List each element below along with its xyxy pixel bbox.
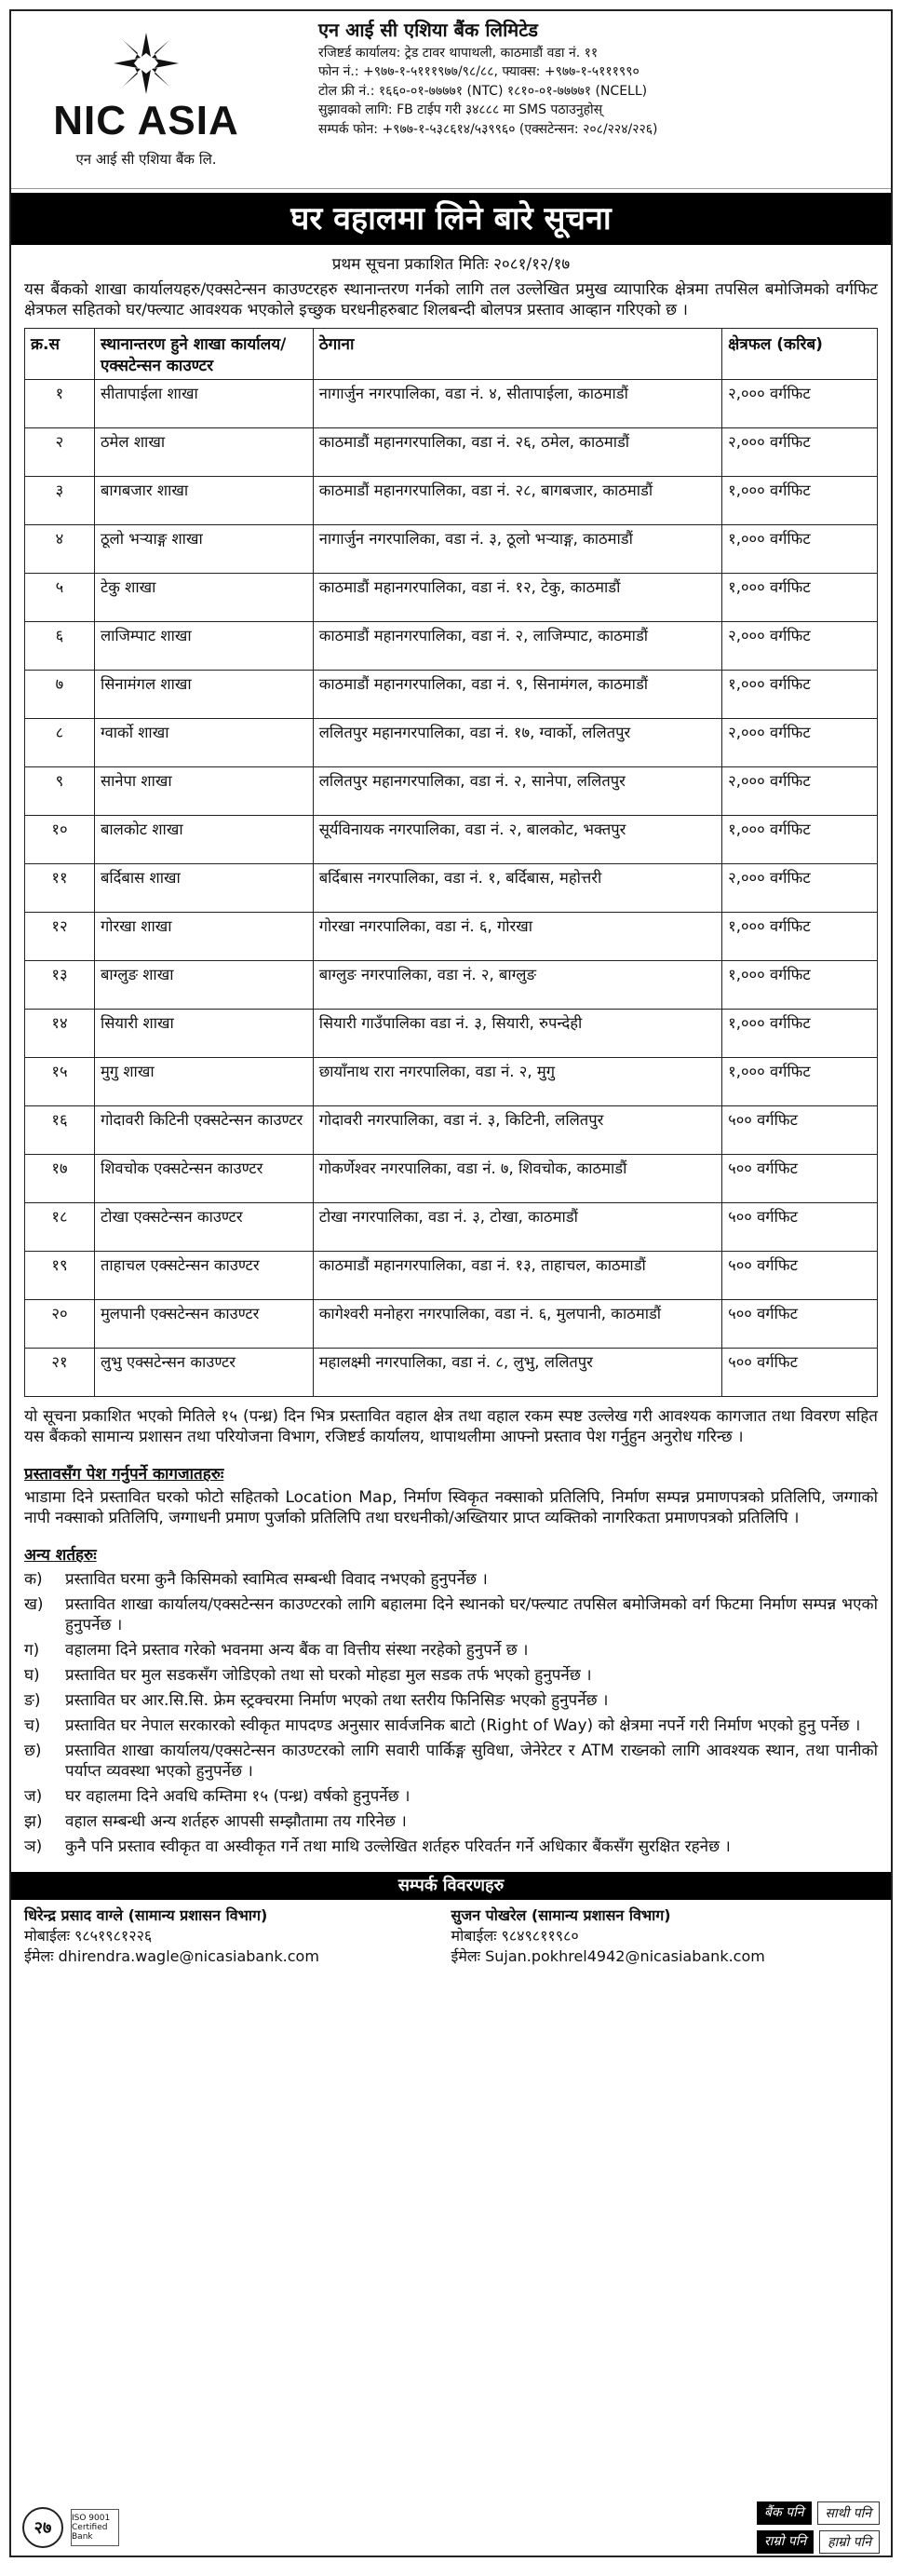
row-area: १,००० वर्गफिट <box>722 477 878 525</box>
table-row <box>25 1349 878 1397</box>
row-area: १,००० वर्गफिट <box>722 961 878 1010</box>
row-branch: लाजिम्पाट शाखा <box>94 622 313 671</box>
condition-item <box>11 1811 891 1832</box>
condition-item <box>11 1640 891 1661</box>
row-address: काठमाडौं महानगरपालिका, वडा नं. २६, ठमेल, काठमाडौं <box>313 428 721 477</box>
row-address: गोदावरी नगरपालिका, वडा नं. ३, किटिनी, ललितपुर <box>313 1106 721 1155</box>
row-area: ५०० वर्गफिट <box>722 1349 878 1397</box>
table-row <box>25 719 878 767</box>
row-serial: १६ <box>25 1106 95 1155</box>
table-row <box>25 428 878 477</box>
condition-text: प्रस्तावित शाखा कार्यालय/एक्सटेन्सन काउण्टरको लागि सवारी पार्किङ्ग सुविधा, जेनेरेटर र ATM राख्नको लागि आवश्यक स्थान, तथा पानीको पर्याप्त व्यवस्था भएको हुनुपर्नेछ । <box>65 1742 878 1781</box>
row-branch: ग्वार्को शाखा <box>94 719 313 767</box>
brand-name: NIC ASIA <box>53 98 239 143</box>
table-row <box>25 961 878 1010</box>
row-branch: मुलपानी एक्सटेन्सन काउण्टर <box>94 1300 313 1349</box>
row-branch: गोरखा शाखा <box>94 913 313 961</box>
row-area: २,००० वर्गफिट <box>722 719 878 767</box>
row-area: ५०० वर्गफिट <box>722 1203 878 1252</box>
condition-label: ज) <box>24 1787 43 1806</box>
row-branch: बाग्लुङ शाखा <box>94 961 313 1010</box>
row-address: टोखा नगरपालिका, वडा नं. ३, टोखा, काठमाडौं <box>313 1203 721 1252</box>
row-address: गोरखा नगरपालिका, वडा नं. ६, गोरखा <box>313 913 721 961</box>
branch-table <box>24 328 878 1397</box>
row-serial: ५ <box>25 574 95 622</box>
row-area: ५०० वर्गफिट <box>722 1300 878 1349</box>
row-address: गोकर्णेश्वर नगरपालिका, वडा नं. ७, शिवचोक, काठमाडौं <box>313 1155 721 1203</box>
row-branch: टोखा एक्सटेन्सन काउण्टर <box>94 1203 313 1252</box>
slogan-chip: साथी पनि <box>817 2501 880 2525</box>
table-row <box>25 1058 878 1106</box>
header-line: फोन नं.: +९७७-१-५१११९७७/९८/८८, फ्याक्स: +९७७-१-५१११९९० <box>318 64 639 79</box>
slogan-chip: राम्रो पनि <box>757 2530 814 2554</box>
row-serial: १९ <box>25 1252 95 1300</box>
row-area: १,००० वर्गफिट <box>722 913 878 961</box>
table-row <box>25 1252 878 1300</box>
table-row <box>25 1300 878 1349</box>
row-serial: २१ <box>25 1349 95 1397</box>
submission-paragraph: यो सूचना प्रकाशित भएको मितिले १५ (पन्ध्र) दिन भित्र प्रस्तावित वहाल क्षेत्र तथा वहाल रकम स्पष्ट उल्लेख गरी आवश्यक कागजात तथा विवरण सहित यस बैंकको सामान्य प्रशासन तथा परियोजना विभाग, रजिष्टर्ड कार्यालय, थापाथलीमा आफ्नो प्रस्ताव पेश गर्नुहुन अनुरोध गरिन्छ । <box>24 1407 878 1446</box>
row-serial: २० <box>25 1300 95 1349</box>
table-row <box>25 767 878 816</box>
row-branch: सानेपा शाखा <box>94 767 313 816</box>
logo <box>11 11 281 188</box>
row-branch: सीतापाईला शाखा <box>94 380 313 428</box>
condition-text: वहाल सम्बन्धी अन्य शर्तहरु आपसी सम्झौतामा तय गरिनेछ । <box>65 1812 407 1831</box>
notice-title: घर वहालमा लिने बारे सूचना <box>11 193 891 245</box>
slogan-chip: बैंक पनि <box>757 2501 812 2525</box>
row-serial: १८ <box>25 1203 95 1252</box>
footer <box>11 2500 891 2556</box>
row-branch: सिनामंगल शाखा <box>94 671 313 719</box>
row-serial: १२ <box>25 913 95 961</box>
condition-label: झ) <box>24 1812 43 1831</box>
row-serial: १७ <box>25 1155 95 1203</box>
condition-text: प्रस्तावित घर आर.सि.सि. फ्रेम स्ट्रक्चरमा निर्माण भएको तथा स्तरीय फिनिसिङ भएको हुनुपर्नेछ । <box>65 1691 609 1710</box>
row-address: कागेश्वरी मनोहरा नगरपालिका, वडा नं. ६, मुलपानी, काठमाडौं <box>313 1300 721 1349</box>
row-address: सूर्यविनायक नगरपालिका, वडा नं. २, बालकोट, भक्तपुर <box>313 816 721 864</box>
table-row <box>25 622 878 671</box>
header-contact <box>281 11 891 188</box>
row-area: ५०० वर्गफिट <box>722 1155 878 1203</box>
condition-label: ग) <box>24 1641 40 1660</box>
row-address: काठमाडौं महानगरपालिका, वडा नं. १३, ताहाचल, काठमाडौं <box>313 1252 721 1300</box>
row-area: १,००० वर्गफिट <box>722 1058 878 1106</box>
condition-text: प्रस्तावित घरमा कुनै किसिमको स्वामित्व सम्बन्धी विवाद नभएको हुनुपर्नेछ । <box>65 1570 488 1589</box>
documents-text: भाडामा दिने प्रस्तावित घरको फोटो सहितको Location Map, निर्माण स्विकृत नक्साको प्रतिलिपि, निर्माण सम्पन्न प्रमाणपत्रको प्रतिलिपि, जग्गाको नापी नक्साको प्रतिलिपि, जग्गाधनी प्रमाण पुर्जाको प्रतिलिपि तथा घरधनीको/अख्तियार प्राप्त व्यक्तिको नागरिकता प्रमाणपत्रको प्रतिलिपि । <box>24 1488 878 1527</box>
condition-text: प्रस्तावित शाखा कार्यालय/एक्सटेन्सन काउण्टरको लागि बहालमा दिने स्थानको घर/फ्ल्याट तपसिल बमोजिमको वर्ग फिटमा निर्माण सम्पन्न भएको हुनुपर्नेछ । <box>65 1595 878 1634</box>
table-row <box>25 816 878 864</box>
row-address: काठमाडौं महानगरपालिका, वडा नं. १२, टेकु, काठमाडौं <box>313 574 721 622</box>
row-serial: १ <box>25 380 95 428</box>
col-header-serial: क्र.स <box>25 329 95 380</box>
bank-name: एन आई सी एशिया बैंक लिमिटेड <box>318 19 538 41</box>
row-branch: सियारी शाखा <box>94 1010 313 1058</box>
publication-date: प्रथम सूचना प्रकाशित मितिः २०८१/१२/१७ <box>331 255 571 274</box>
row-address: ललितपुर महानगरपालिका, वडा नं. २, सानेपा, ललितपुर <box>313 767 721 816</box>
row-branch: बर्दिबास शाखा <box>94 864 313 913</box>
col-header-branch: स्थानान्तरण हुने शाखा कार्यालय/एक्सटेन्सन काउण्टर <box>94 329 313 380</box>
intro-paragraph: यस बैंकको शाखा कार्यालयहरु/एक्सटेन्सन काउण्टरहरु स्थानान्तरण गर्नको लागि तल उल्लेखित प्रमुख व्यापारिक क्षेत्रमा तपसिल बमोजिमको वर्गफिट क्षेत्रफल सहितको घर/फ्ल्याट आवश्यक भएकोले इच्छुक घरधनीहरुबाट शिलबन्दी बोलपत्र प्रस्ताव आव्हान गरिएको छ । <box>24 280 878 319</box>
contact-name: धिरेन्द्र प्रसाद वाग्ले (सामान्य प्रशासन विभाग) <box>24 1906 268 1924</box>
row-area: १,००० वर्गफिट <box>722 574 878 622</box>
row-serial: ३ <box>25 477 95 525</box>
row-address: बर्दिबास नगरपालिका, वडा नं. १, बर्दिबास, महोत्तरी <box>313 864 721 913</box>
row-address: काठमाडौं महानगरपालिका, वडा नं. २८, बागबजार, काठमाडौं <box>313 477 721 525</box>
row-area: १,००० वर्गफिट <box>722 525 878 574</box>
condition-label: ञ) <box>24 1837 43 1856</box>
row-address: बाग्लुङ नगरपालिका, वडा नं. २, बाग्लुङ <box>313 961 721 1010</box>
notice-page <box>9 9 893 2557</box>
row-branch: ताहाचल एक्सटेन्सन काउण्टर <box>94 1252 313 1300</box>
row-branch: मुगु शाखा <box>94 1058 313 1106</box>
row-address: ललितपुर महानगरपालिका, वडा नं. १७, ग्वार्को, ललितपुर <box>313 719 721 767</box>
conditions-list <box>11 1569 891 1857</box>
table-row <box>25 525 878 574</box>
row-branch: ठमेल शाखा <box>94 428 313 477</box>
contact-mobile: मोबाईलः ९८५१९८१२२६ <box>24 1927 153 1945</box>
condition-item <box>11 1786 891 1807</box>
row-serial: १० <box>25 816 95 864</box>
documents-heading: प्रस्तावसँग पेश गर्नुपर्ने कागजातहरुः <box>24 1465 224 1484</box>
slogan <box>757 2501 880 2554</box>
row-serial: ६ <box>25 622 95 671</box>
condition-text: प्रस्तावित घर नेपाल सरकारको स्वीकृत मापदण्ड अनुसार सार्वजनिक बाटो (Right of Way) को क्षेत्रमा नपर्ने गरी निर्माण भएको हुनु पर्नेछ । <box>65 1716 861 1735</box>
row-area: २,००० वर्गफिट <box>722 767 878 816</box>
col-header-address: ठेगाना <box>313 329 721 380</box>
row-branch: टेकु शाखा <box>94 574 313 622</box>
row-branch: शिवचोक एक्सटेन्सन काउण्टर <box>94 1155 313 1203</box>
condition-item <box>11 1741 891 1782</box>
row-address: काठमाडौं महानगरपालिका, वडा नं. २, लाजिम्पाट, काठमाडौं <box>313 622 721 671</box>
row-branch: लुभु एक्सटेन्सन काउण्टर <box>94 1349 313 1397</box>
row-area: १,००० वर्गफिट <box>722 671 878 719</box>
header-line: टोल फ्री नं.: १६६०-०१-७७७७१ (NTC) १८१०-०१-७७७७१ (NCELL) <box>318 83 648 99</box>
table-row <box>25 671 878 719</box>
contact-mobile: मोबाईलः ९८४९८११९८० <box>451 1927 579 1945</box>
row-area: २,००० वर्गफिट <box>722 622 878 671</box>
row-serial: २ <box>25 428 95 477</box>
certification-badge: ISO 9001 Certified Bank <box>71 2509 119 2546</box>
table-row <box>25 864 878 913</box>
row-address: नागार्जुन नगरपालिका, वडा नं. ४, सीतापाईला, काठमाडौं <box>313 380 721 428</box>
row-area: २,००० वर्गफिट <box>722 380 878 428</box>
table-row <box>25 477 878 525</box>
table-row <box>25 1106 878 1155</box>
table-row <box>25 1203 878 1252</box>
condition-item <box>11 1569 891 1590</box>
header <box>11 11 891 189</box>
contact-email[interactable]: ईमेलः dhirendra.wagle@nicasiabank.com <box>24 1947 319 1965</box>
contact-person <box>451 1905 879 1967</box>
table-row <box>25 913 878 961</box>
contact-name: सुजन पोखरेल (सामान्य प्रशासन विभाग) <box>451 1906 671 1924</box>
condition-label: ख) <box>24 1595 44 1614</box>
condition-label: घ) <box>24 1666 40 1685</box>
contact-heading: सम्पर्क विवरणहरु <box>11 1872 891 1900</box>
row-area: १,००० वर्गफिट <box>722 1010 878 1058</box>
row-address: महालक्ष्मी नगरपालिका, वडा नं. ८, लुभु, ललितपुर <box>313 1349 721 1397</box>
condition-text: कुनै पनि प्रस्ताव स्वीकृत वा अस्वीकृत गर्ने तथा माथि उल्लेखित शर्तहरु परिवर्तन गर्ने अधिकार बैंकसँग सुरक्षित रहनेछ । <box>65 1837 731 1856</box>
row-branch: गोदावरी किटिनी एक्सटेन्सन काउण्टर <box>94 1106 313 1155</box>
table-row <box>25 574 878 622</box>
row-address: छायाँनाथ रारा नगरपालिका, वडा नं. २, मुगु <box>313 1058 721 1106</box>
row-serial: ९ <box>25 767 95 816</box>
condition-label: क) <box>24 1570 43 1589</box>
header-line: सुझावको लागि: FB टाईप गरी ३४८८८ मा SMS पठाउनुहोस् <box>318 102 603 117</box>
col-header-area: क्षेत्रफल (करिब) <box>722 329 878 380</box>
row-area: ५०० वर्गफिट <box>722 1252 878 1300</box>
contact-people <box>11 1900 891 1967</box>
header-line: रजिष्टर्ड कार्यालय: ट्रेड टावर थापाथली, काठमाडौं वडा नं. ११ <box>318 45 599 61</box>
row-area: ५०० वर्गफिट <box>722 1106 878 1155</box>
row-serial: १३ <box>25 961 95 1010</box>
condition-item <box>11 1715 891 1736</box>
brand-subtitle: एन आई सी एशिया बैंक लि. <box>75 151 217 168</box>
contact-person <box>24 1905 451 1967</box>
table-row <box>25 380 878 428</box>
condition-item <box>11 1690 891 1711</box>
header-line: सम्पर्क फोन: +९७७-१-५३८६१४/५३९९६० (एक्सटेन्सन: २०८/२२४/२२६) <box>318 121 658 137</box>
condition-label: च) <box>24 1716 41 1735</box>
table-row <box>25 1010 878 1058</box>
row-serial: ४ <box>25 525 95 574</box>
condition-item <box>11 1837 891 1857</box>
condition-label: ङ) <box>24 1691 41 1710</box>
row-area: १,००० वर्गफिट <box>722 816 878 864</box>
contact-email[interactable]: ईमेलः Sujan.pokhrel4942@nicasiabank.com <box>451 1947 765 1965</box>
row-address: नागार्जुन नगरपालिका, वडा नं. ३, ठूलो भऱ्याङ्ग, काठमाडौं <box>313 525 721 574</box>
row-serial: ११ <box>25 864 95 913</box>
condition-item <box>11 1594 891 1635</box>
row-address: काठमाडौं महानगरपालिका, वडा नं. ९, सिनामंगल, काठमाडौं <box>313 671 721 719</box>
row-area: २,००० वर्गफिट <box>722 428 878 477</box>
conditions-heading: अन्य शर्तहरुः <box>24 1546 97 1565</box>
row-branch: बालकोट शाखा <box>94 816 313 864</box>
condition-text: प्रस्तावित घर मुल सडकसँग जोडिएको तथा सो घरको मोहडा मुल सडक तर्फ भएको हुनुपर्नेछ । <box>65 1666 592 1685</box>
row-area: २,००० वर्गफिट <box>722 864 878 913</box>
table-row <box>25 1155 878 1203</box>
row-serial: ७ <box>25 671 95 719</box>
condition-item <box>11 1665 891 1686</box>
row-branch: बागबजार शाखा <box>94 477 313 525</box>
anniversary-badge: २७ <box>22 2507 63 2548</box>
slogan-chip: हाम्रो पनि <box>819 2530 880 2554</box>
row-serial: ८ <box>25 719 95 767</box>
row-branch: ठूलो भऱ्याङ्ग शाखा <box>94 525 313 574</box>
table-header-row <box>25 329 878 380</box>
row-serial: १४ <box>25 1010 95 1058</box>
row-serial: १५ <box>25 1058 95 1106</box>
row-address: सियारी गाउँपालिका वडा नं. ३, सियारी, रुपन्देही <box>313 1010 721 1058</box>
condition-text: घर वहालमा दिने अवधि कम्तिमा १५ (पन्ध्र) वर्षको हुनुपर्नेछ । <box>65 1787 411 1806</box>
star-logo-icon <box>110 31 182 96</box>
condition-label: छ) <box>24 1742 42 1760</box>
condition-text: वहालमा दिने प्रस्ताव गरेको भवनमा अन्य बैंक वा वित्तीय संस्था नरहेको हुनुपर्ने छ । <box>65 1641 529 1660</box>
